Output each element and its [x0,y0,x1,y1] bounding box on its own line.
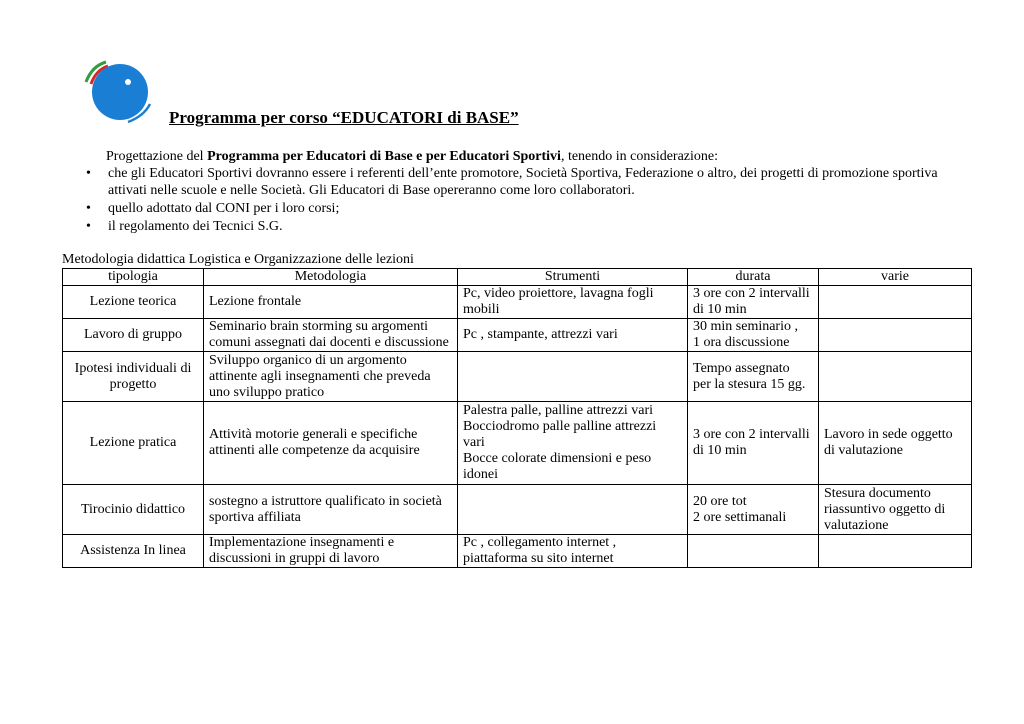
cell-tipologia: Lezione pratica [63,402,204,485]
page-title: Programma per corso “EDUCATORI di BASE” [169,108,519,127]
cell-strumenti [458,352,688,402]
cell-strumenti [458,485,688,535]
list-item-text: il regolamento dei Tecnici S.G. [108,219,283,234]
bullet-icon: • [86,219,91,234]
list-item-text: quello adottato dal CONI per i loro corsi; [108,201,340,216]
cell-tipologia: Ipotesi individuali di progetto [63,352,204,402]
cell-metodologia: Implementazione insegnamenti e discussioni in gruppi di lavoro [204,535,458,568]
cell-durata: Tempo assegnato per la stesura 15 gg. [688,352,819,402]
table-row [63,319,972,352]
cell-durata [688,535,819,568]
list-item [86,200,966,217]
table-caption: Metodologia didattica Logistica e Organizzazione delle lezioni [62,252,414,267]
table-row [63,352,972,402]
cell-tipologia: Assistenza In linea [63,535,204,568]
cell-varie [819,535,972,568]
table-header-row [63,269,972,286]
cell-strumenti: Pc , stampante, attrezzi vari [458,319,688,352]
cell-varie [819,352,972,402]
cell-metodologia: Attività motorie generali e specifiche attinenti alle competenze da acquisire [204,402,458,485]
cell-metodologia: Seminario brain storming su argomenti comuni assegnati dai docenti e discussione [204,319,458,352]
header-tipologia: tipologia [63,269,204,286]
list-item [86,165,966,199]
table-row [63,535,972,568]
bullet-icon: • [86,201,91,216]
header-metodologia: Metodologia [204,269,458,286]
table-row [63,485,972,535]
cell-durata: 3 ore con 2 intervalli di 10 min [688,286,819,319]
cell-varie [819,319,972,352]
table-row [63,286,972,319]
list-item [86,218,966,235]
cell-durata: 30 min seminario , 1 ora discussione [688,319,819,352]
bullet-icon: • [86,166,91,181]
table-row [63,402,972,485]
cell-tipologia: Lavoro di gruppo [63,319,204,352]
header-durata: durata [688,269,819,286]
cell-metodologia: Lezione frontale [204,286,458,319]
intro-text-start: Progettazione del [106,149,208,164]
cell-durata: 3 ore con 2 intervalli di 10 min [688,402,819,485]
cell-tipologia: Tirocinio didattico [63,485,204,535]
intro-text-bold: Programma per Educatori di Base e per Educatori Sportivi [207,149,561,164]
cell-strumenti: Palestra palle, palline attrezzi vari Bocciodromo palle palline attrezzi vari Bocce colorate dimensioni e peso idonei [458,402,688,485]
organization-logo [82,60,154,126]
cell-metodologia: sostegno a istruttore qualificato in società sportiva affiliata [204,485,458,535]
considerations-list [86,165,966,236]
list-item-text: che gli Educatori Sportivi dovranno essere i referenti dell’ente promotore, Società Sportiva, Federazione o altro, dei progetti di promozione sportiva attivati nelle scuole e nelle Società. Gli Educatori di Base opereranno come loro collaboratori. [108,166,938,198]
cell-varie: Lavoro in sede oggetto di valutazione [819,402,972,485]
cell-varie: Stesura documento riassuntivo oggetto di valutazione [819,485,972,535]
cell-strumenti: Pc, video proiettore, lavagna fogli mobili [458,286,688,319]
cell-durata: 20 ore tot 2 ore settimanali [688,485,819,535]
cell-varie [819,286,972,319]
cell-metodologia: Sviluppo organico di un argomento attinente agli insegnamenti che preveda uno sviluppo pratico [204,352,458,402]
header-varie: varie [819,269,972,286]
lessons-table [62,268,972,568]
intro-text-end: , tenendo in considerazione: [560,149,719,164]
header-strumenti: Strumenti [458,269,688,286]
cell-tipologia: Lezione teorica [63,286,204,319]
cell-strumenti: Pc , collegamento internet , piattaforma su sito internet [458,535,688,568]
intro-paragraph [106,148,718,165]
